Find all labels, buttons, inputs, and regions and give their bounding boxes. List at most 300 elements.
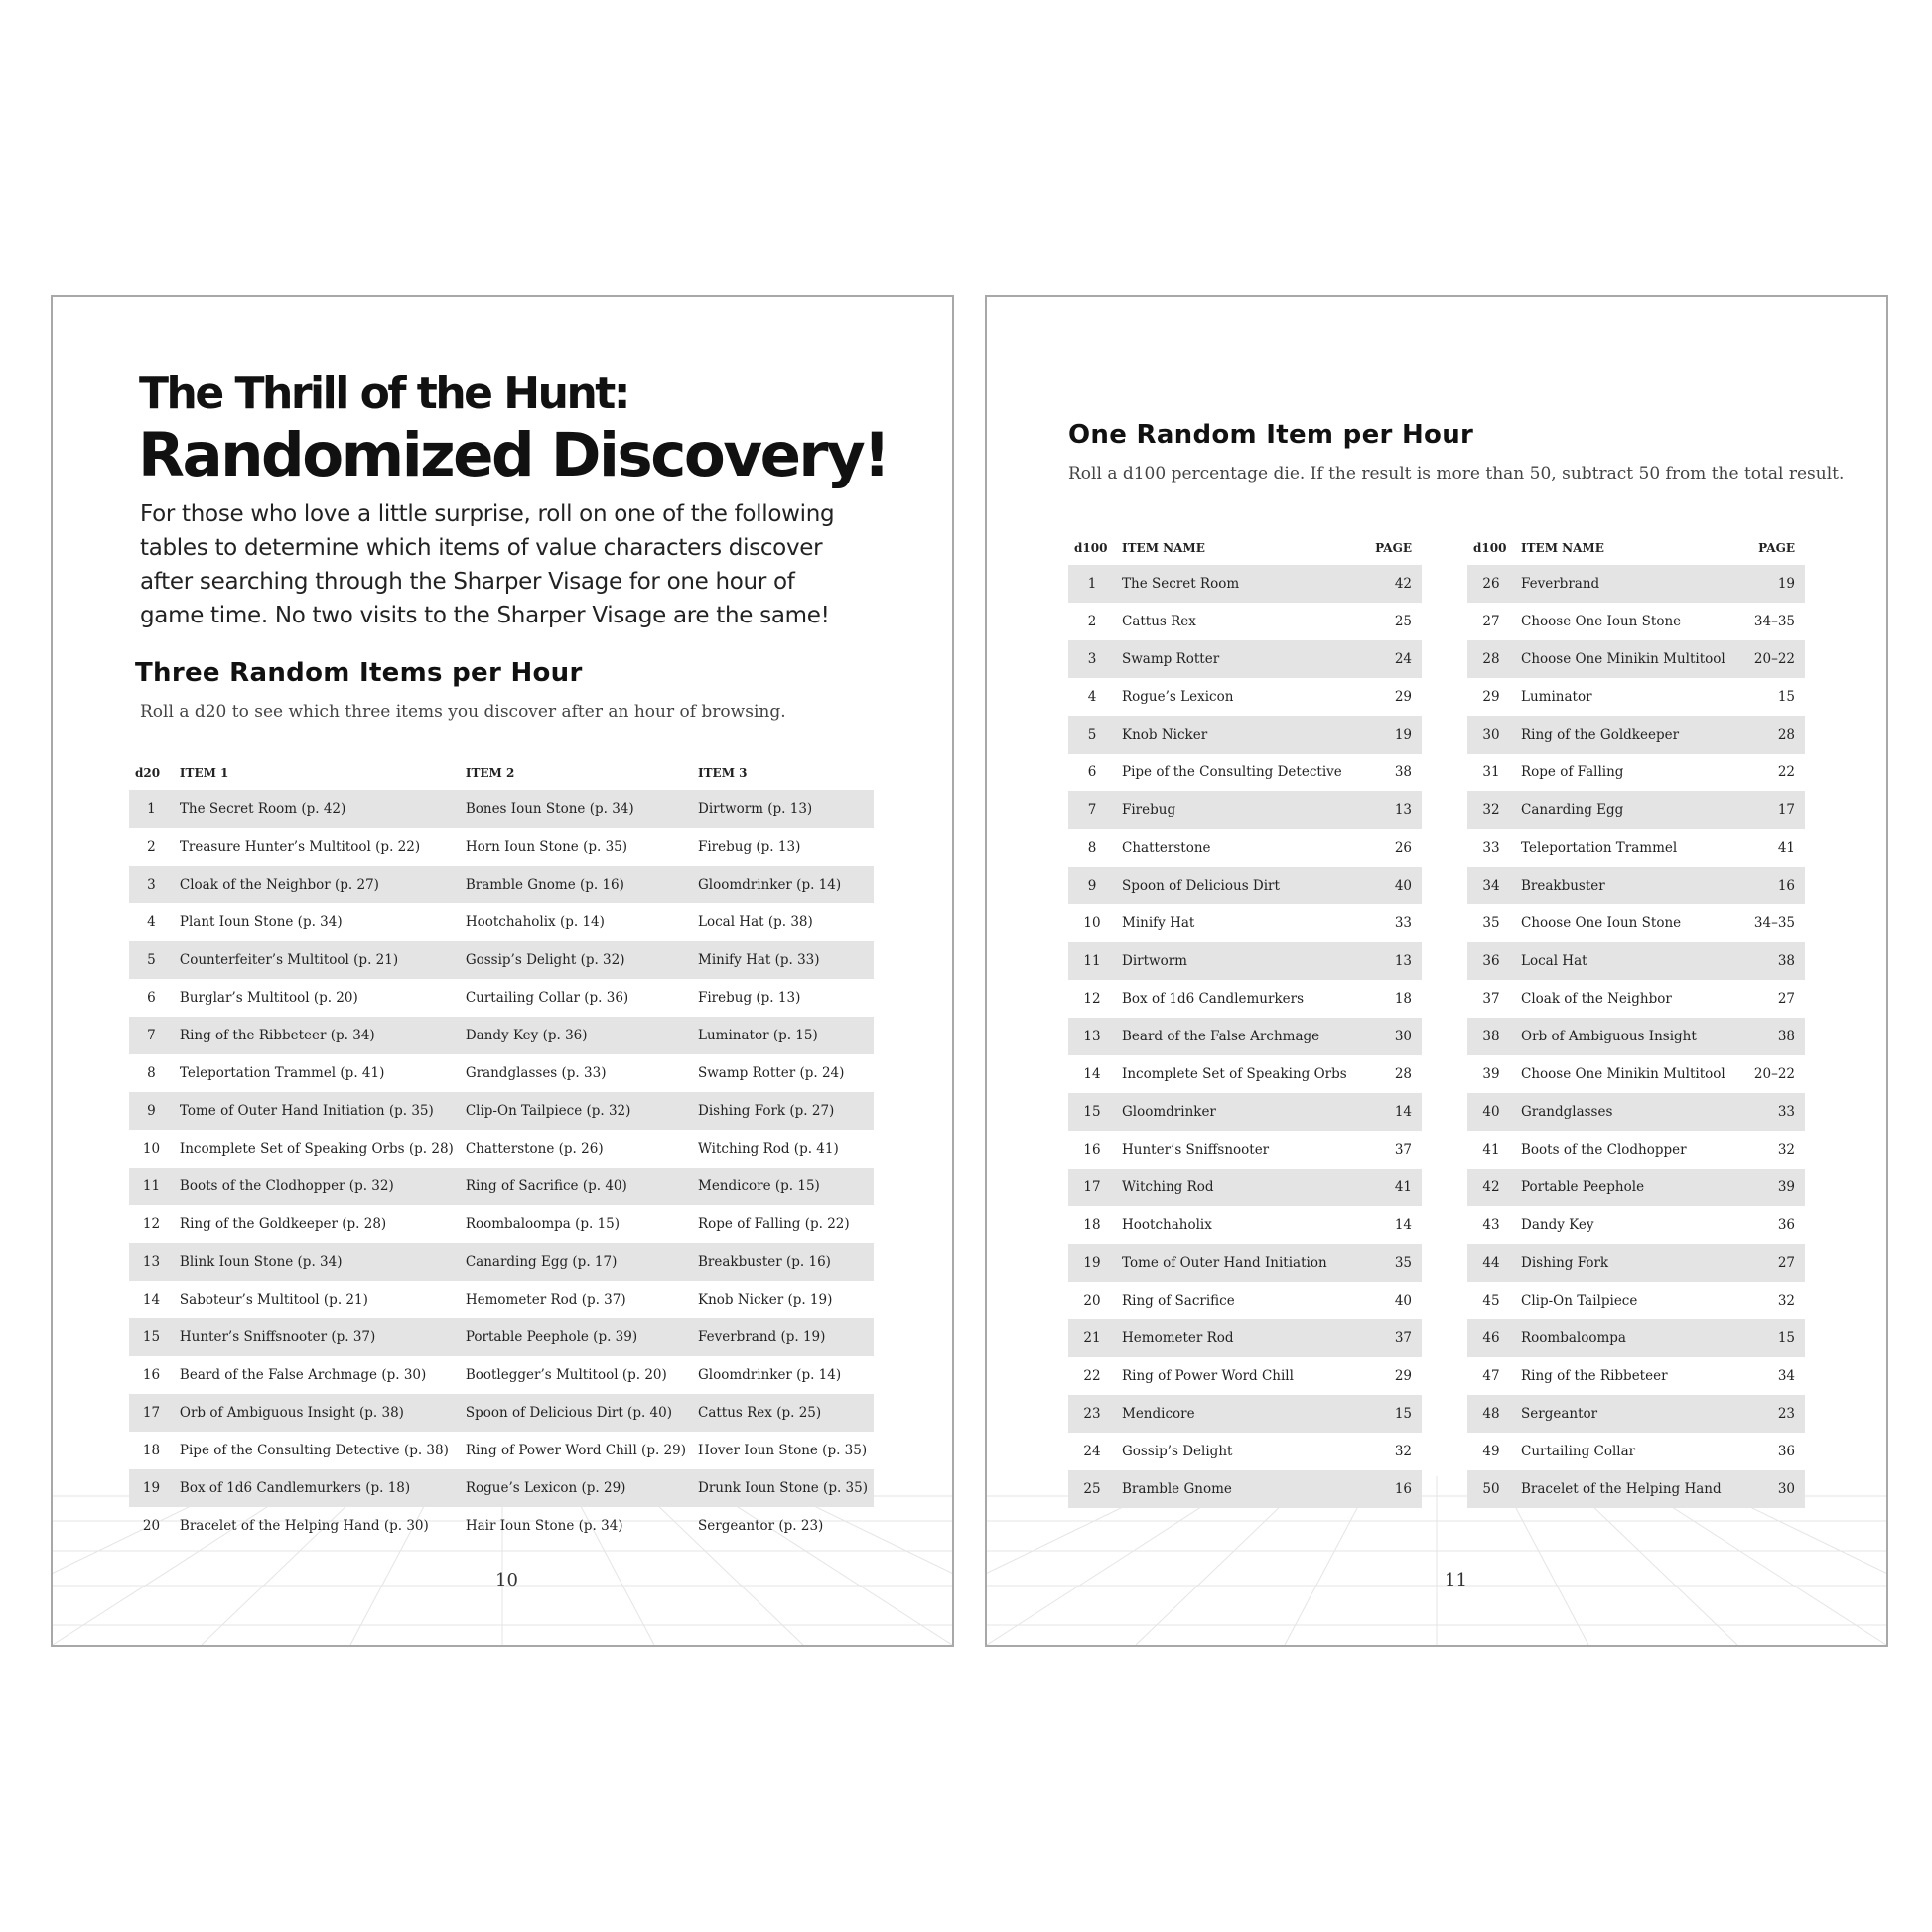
roll-cell: 49 xyxy=(1482,1444,1500,1459)
header-item1: ITEM 1 xyxy=(179,766,229,780)
item-cell: Tome of Outer Hand Initiation (p. 35) xyxy=(174,1092,460,1130)
item-cell: Clip-On Tailpiece xyxy=(1521,1293,1638,1309)
table-row xyxy=(1068,829,1422,867)
table-row xyxy=(1068,1018,1422,1055)
header-item-name: ITEM NAME xyxy=(1122,541,1205,555)
item-cell: Incomplete Set of Speaking Orbs xyxy=(1122,1066,1347,1082)
page-cell: 42 xyxy=(1366,565,1422,603)
table-row xyxy=(1068,904,1422,942)
item-cell: Dirtworm xyxy=(1116,942,1366,980)
roll-cell: 42 xyxy=(1467,1169,1515,1206)
page-title-line2: Randomized Discovery! xyxy=(138,420,889,490)
roll-cell: 8 xyxy=(147,1065,156,1081)
table-row xyxy=(129,1168,874,1205)
item-cell: Firebug xyxy=(1116,791,1366,829)
page-cell: 14 xyxy=(1366,1093,1422,1131)
item-cell: Local Hat xyxy=(1515,942,1748,980)
roll-cell: 9 xyxy=(129,1092,174,1130)
page-cell: 40 xyxy=(1394,1293,1412,1309)
one-item-table-26-50 xyxy=(1467,531,1805,1508)
table-row xyxy=(1068,1433,1422,1470)
roll-cell: 15 xyxy=(129,1318,174,1356)
roll-cell: 11 xyxy=(129,1168,174,1205)
header-item-name: ITEM NAME xyxy=(1521,541,1604,555)
item-cell: Rogue’s Lexicon (p. 29) xyxy=(460,1469,692,1507)
header-item2: ITEM 2 xyxy=(465,766,515,780)
item-cell: Dandy Key xyxy=(1521,1217,1594,1233)
table-row xyxy=(1467,640,1805,678)
roll-cell: 33 xyxy=(1482,840,1500,856)
item-cell: Ring of Power Word Chill xyxy=(1122,1368,1294,1384)
item-cell: Choose One Minikin Multitool xyxy=(1515,640,1748,678)
item-cell: Hemometer Rod xyxy=(1116,1319,1366,1357)
page-cell: 34–35 xyxy=(1753,614,1795,629)
page-cell: 15 xyxy=(1748,1319,1805,1357)
page-cell: 15 xyxy=(1366,1395,1422,1433)
table-row xyxy=(1068,942,1422,980)
page-cell: 34–35 xyxy=(1753,915,1795,931)
page-cell: 34 xyxy=(1777,1368,1795,1384)
item-cell: Ring of Power Word Chill (p. 29) xyxy=(465,1443,686,1458)
page-cell: 37 xyxy=(1366,1319,1422,1357)
table-row xyxy=(129,1092,874,1130)
item-cell: Choose One Ioun Stone xyxy=(1521,915,1682,931)
item-cell: Hemometer Rod (p. 37) xyxy=(465,1292,626,1308)
roll-cell: 21 xyxy=(1068,1319,1116,1357)
item-cell: Tome of Outer Hand Initiation xyxy=(1116,1244,1366,1282)
item-cell: Firebug (p. 13) xyxy=(698,990,801,1006)
item-cell: Swamp Rotter xyxy=(1116,640,1366,678)
roll-cell: 17 xyxy=(129,1394,174,1432)
table-row xyxy=(1068,1093,1422,1131)
table-row xyxy=(129,1469,874,1507)
item-cell: Bones Ioun Stone (p. 34) xyxy=(460,790,692,828)
item-cell: Breakbuster xyxy=(1515,867,1748,904)
page-cell: 36 xyxy=(1777,1217,1795,1233)
item-cell: The Secret Room xyxy=(1116,565,1366,603)
table-row xyxy=(1467,1282,1805,1319)
roll-cell: 16 xyxy=(142,1367,161,1383)
roll-cell: 14 xyxy=(142,1292,161,1308)
left-page xyxy=(51,295,954,1647)
table-row xyxy=(1068,980,1422,1018)
item-cell: Rope of Falling (p. 22) xyxy=(698,1216,850,1232)
table-row xyxy=(1068,640,1422,678)
item-cell: Boots of the Clodhopper xyxy=(1521,1142,1687,1158)
roll-cell: 16 xyxy=(1083,1142,1101,1158)
page-cell: 16 xyxy=(1366,1470,1422,1508)
item-cell: Chatterstone (p. 26) xyxy=(465,1141,604,1157)
roll-cell: 27 xyxy=(1482,614,1500,629)
item-cell: Swamp Rotter (p. 24) xyxy=(698,1065,845,1081)
item-cell: Bramble Gnome (p. 16) xyxy=(460,866,692,903)
item-cell: Mendicore (p. 15) xyxy=(692,1168,874,1205)
item-cell: Gloomdrinker (p. 14) xyxy=(698,1367,842,1383)
page-cell: 40 xyxy=(1366,867,1422,904)
item-cell: Saboteur’s Multitool (p. 21) xyxy=(179,1292,368,1308)
item-cell: Ring of Sacrifice (p. 40) xyxy=(460,1168,692,1205)
table-row xyxy=(1068,1319,1422,1357)
roll-cell: 26 xyxy=(1467,565,1515,603)
item-cell: Bootlegger’s Multitool (p. 20) xyxy=(465,1367,667,1383)
table-row xyxy=(129,828,874,866)
item-cell: Chatterstone xyxy=(1122,840,1211,856)
item-cell: Rogue’s Lexicon xyxy=(1122,689,1234,705)
page-cell: 22 xyxy=(1777,764,1795,780)
table-row xyxy=(1068,1206,1422,1244)
roll-cell: 4 xyxy=(1087,689,1097,705)
item-cell: Bracelet of the Helping Hand xyxy=(1515,1470,1748,1508)
table-row xyxy=(1467,942,1805,980)
table-row xyxy=(1068,1470,1422,1508)
table-row xyxy=(129,1432,874,1469)
table-row xyxy=(1068,678,1422,716)
item-cell: Canarding Egg xyxy=(1515,791,1748,829)
item-cell: Witching Rod xyxy=(1116,1169,1366,1206)
item-cell: Rope of Falling xyxy=(1521,764,1624,780)
section-subtitle-three-items: Roll a d20 to see which three items you discover after an hour of browsing. xyxy=(140,702,786,722)
section-subtitle-one-item: Roll a d100 percentage die. If the result is more than 50, subtract 50 from the total result. xyxy=(1068,464,1845,483)
item-cell: Dishing Fork xyxy=(1515,1244,1748,1282)
item-cell: Luminator (p. 15) xyxy=(692,1017,874,1054)
item-cell: Sergeantor xyxy=(1515,1395,1748,1433)
roll-cell: 24 xyxy=(1083,1444,1101,1459)
page-cell: 36 xyxy=(1777,1444,1795,1459)
page-cell: 27 xyxy=(1748,1244,1805,1282)
item-cell: Grandglasses xyxy=(1515,1093,1748,1131)
table-row xyxy=(129,1205,874,1243)
item-cell: Ring of the Goldkeeper (p. 28) xyxy=(179,1216,387,1232)
item-cell: Portable Peephole xyxy=(1515,1169,1748,1206)
table-row xyxy=(1068,565,1422,603)
header-page: PAGE xyxy=(1758,541,1795,555)
table-row xyxy=(1467,980,1805,1018)
section-heading-one-item: One Random Item per Hour xyxy=(1068,420,1474,450)
roll-cell: 19 xyxy=(1068,1244,1116,1282)
roll-cell: 46 xyxy=(1467,1319,1515,1357)
roll-cell: 8 xyxy=(1087,840,1097,856)
item-cell: Grandglasses (p. 33) xyxy=(465,1065,607,1081)
item-cell: Spoon of Delicious Dirt (p. 40) xyxy=(460,1394,692,1432)
page-cell: 18 xyxy=(1394,991,1412,1007)
item-cell: Boots of the Clodhopper (p. 32) xyxy=(174,1168,460,1205)
roll-cell: 47 xyxy=(1482,1368,1500,1384)
roll-cell: 7 xyxy=(1068,791,1116,829)
table-row xyxy=(129,1507,874,1545)
table-row xyxy=(1467,1131,1805,1169)
item-cell: Knob Nicker (p. 19) xyxy=(698,1292,833,1308)
roll-cell: 34 xyxy=(1467,867,1515,904)
item-cell: Pipe of the Consulting Detective xyxy=(1122,764,1342,780)
table-row xyxy=(1068,1357,1422,1395)
roll-cell: 12 xyxy=(1083,991,1101,1007)
page-cell: 13 xyxy=(1366,942,1422,980)
table-row xyxy=(129,1394,874,1432)
one-item-table-1-25 xyxy=(1068,531,1422,1508)
roll-cell: 23 xyxy=(1068,1395,1116,1433)
roll-cell: 6 xyxy=(1087,764,1097,780)
roll-cell: 39 xyxy=(1482,1066,1500,1082)
item-cell: Treasure Hunter’s Multitool (p. 22) xyxy=(179,839,421,855)
table-row xyxy=(1467,1169,1805,1206)
item-cell: Bracelet of the Helping Hand (p. 30) xyxy=(179,1518,429,1534)
roll-cell: 25 xyxy=(1068,1470,1116,1508)
table-row xyxy=(1467,791,1805,829)
table-row xyxy=(1467,1206,1805,1244)
table-row xyxy=(1467,565,1805,603)
roll-cell: 2 xyxy=(1087,614,1097,629)
roll-cell: 7 xyxy=(129,1017,174,1054)
item-cell: Dandy Key (p. 36) xyxy=(460,1017,692,1054)
table-row xyxy=(129,1017,874,1054)
page-cell: 41 xyxy=(1777,840,1795,856)
item-cell: Breakbuster (p. 16) xyxy=(692,1243,874,1281)
page-cell: 30 xyxy=(1366,1018,1422,1055)
table-row xyxy=(1467,867,1805,904)
page-cell: 19 xyxy=(1366,716,1422,754)
table-row xyxy=(1467,716,1805,754)
roll-cell: 20 xyxy=(1083,1293,1101,1309)
header-d100: d100 xyxy=(1074,541,1108,555)
item-cell: Dirtworm (p. 13) xyxy=(692,790,874,828)
roll-cell: 45 xyxy=(1482,1293,1500,1309)
item-cell: Burglar’s Multitool (p. 20) xyxy=(179,990,358,1006)
item-cell: Incomplete Set of Speaking Orbs (p. 28) xyxy=(179,1141,454,1157)
table-row xyxy=(1068,1395,1422,1433)
page-cell: 38 xyxy=(1748,1018,1805,1055)
item-cell: Orb of Ambiguous Insight (p. 38) xyxy=(174,1394,460,1432)
table-row xyxy=(129,1356,874,1394)
table-row xyxy=(1467,603,1805,640)
item-cell: Cloak of the Neighbor xyxy=(1521,991,1672,1007)
table-row xyxy=(1068,791,1422,829)
item-cell: Canarding Egg (p. 17) xyxy=(460,1243,692,1281)
item-cell: Beard of the False Archmage (p. 30) xyxy=(179,1367,427,1383)
item-cell: Gloomdrinker (p. 14) xyxy=(692,866,874,903)
item-cell: Hunter’s Sniffsnooter xyxy=(1122,1142,1270,1158)
table-row xyxy=(1467,829,1805,867)
table-row xyxy=(1467,678,1805,716)
table-row xyxy=(129,941,874,979)
item-cell: Cattus Rex xyxy=(1122,614,1196,629)
table-row xyxy=(129,979,874,1017)
page-cell: 25 xyxy=(1394,614,1412,629)
item-cell: Portable Peephole (p. 39) xyxy=(460,1318,692,1356)
item-cell: Minify Hat xyxy=(1122,915,1195,931)
roll-cell: 32 xyxy=(1467,791,1515,829)
header-item3: ITEM 3 xyxy=(698,766,748,780)
item-cell: Ring of Sacrifice xyxy=(1122,1293,1235,1309)
page-cell: 27 xyxy=(1777,991,1795,1007)
page-cell: 37 xyxy=(1394,1142,1412,1158)
table-row xyxy=(1467,1055,1805,1093)
intro-paragraph: For those who love a little surprise, roll on one of the following tables to determine which items of value characters discover after searching through the Sharper Visage for one hour of game time. No two visits to the Sharper Visage are the same! xyxy=(140,501,835,628)
item-cell: Gossip’s Delight xyxy=(1122,1444,1233,1459)
item-cell: Horn Ioun Stone (p. 35) xyxy=(465,839,628,855)
page-cell: 29 xyxy=(1394,1368,1412,1384)
item-cell: Feverbrand (p. 19) xyxy=(692,1318,874,1356)
item-cell: Box of 1d6 Candlemurkers xyxy=(1122,991,1305,1007)
roll-cell: 13 xyxy=(1068,1018,1116,1055)
page-cell: 32 xyxy=(1777,1142,1795,1158)
three-items-table xyxy=(129,757,874,1545)
item-cell: Mendicore xyxy=(1116,1395,1366,1433)
item-cell: Counterfeiter’s Multitool (p. 21) xyxy=(174,941,460,979)
item-cell: Hunter’s Sniffsnooter (p. 37) xyxy=(174,1318,460,1356)
page-cell: 17 xyxy=(1748,791,1805,829)
roll-cell: 30 xyxy=(1467,716,1515,754)
table-row xyxy=(1467,1319,1805,1357)
item-cell: Hootchaholix xyxy=(1122,1217,1212,1233)
item-cell: Teleportation Trammel xyxy=(1521,840,1678,856)
page-cell: 38 xyxy=(1748,942,1805,980)
one-item-table-body-b xyxy=(1467,565,1805,1508)
item-cell: Witching Rod (p. 41) xyxy=(698,1141,839,1157)
page-cell: 33 xyxy=(1748,1093,1805,1131)
item-cell: Ring of the Ribbeteer (p. 34) xyxy=(174,1017,460,1054)
roll-cell: 1 xyxy=(1068,565,1116,603)
roll-cell: 41 xyxy=(1482,1142,1500,1158)
page-cell: 33 xyxy=(1394,915,1412,931)
section-heading-three-items: Three Random Items per Hour xyxy=(135,658,583,688)
roll-cell: 13 xyxy=(129,1243,174,1281)
roll-cell: 6 xyxy=(147,990,156,1006)
page-cell: 32 xyxy=(1394,1444,1412,1459)
table-row xyxy=(1068,1131,1422,1169)
header-d20: d20 xyxy=(135,766,161,780)
table-row xyxy=(1467,754,1805,791)
table-row xyxy=(129,866,874,903)
page-number: 10 xyxy=(495,1570,518,1590)
header-page: PAGE xyxy=(1375,541,1412,555)
roll-cell: 40 xyxy=(1467,1093,1515,1131)
item-cell: Cloak of the Neighbor (p. 27) xyxy=(174,866,460,903)
item-cell: The Secret Room (p. 42) xyxy=(174,790,460,828)
item-cell: Feverbrand xyxy=(1515,565,1748,603)
table-row xyxy=(129,903,874,941)
table-row xyxy=(129,1281,874,1318)
roll-cell: 35 xyxy=(1482,915,1500,931)
roll-cell: 38 xyxy=(1467,1018,1515,1055)
roll-cell: 50 xyxy=(1467,1470,1515,1508)
item-cell: Dishing Fork (p. 27) xyxy=(692,1092,874,1130)
roll-cell: 12 xyxy=(142,1216,161,1232)
page-cell: 13 xyxy=(1366,791,1422,829)
item-cell: Hair Ioun Stone (p. 34) xyxy=(465,1518,623,1534)
roll-cell: 5 xyxy=(1068,716,1116,754)
item-cell: Clip-On Tailpiece (p. 32) xyxy=(460,1092,692,1130)
header-d100: d100 xyxy=(1473,541,1507,555)
table-header-row xyxy=(129,757,874,790)
item-cell: Sergeantor (p. 23) xyxy=(698,1518,824,1534)
item-cell: Bramble Gnome xyxy=(1116,1470,1366,1508)
roll-cell: 43 xyxy=(1482,1217,1500,1233)
page-cell: 15 xyxy=(1777,689,1795,705)
roll-cell: 10 xyxy=(1083,915,1101,931)
page-cell: 19 xyxy=(1748,565,1805,603)
page-cell: 35 xyxy=(1366,1244,1422,1282)
roll-cell: 36 xyxy=(1467,942,1515,980)
table-row xyxy=(1068,603,1422,640)
item-cell: Hootchaholix (p. 14) xyxy=(465,914,605,930)
item-cell: Gossip’s Delight (p. 32) xyxy=(460,941,692,979)
right-page xyxy=(985,295,1888,1647)
item-cell: Minify Hat (p. 33) xyxy=(692,941,874,979)
roll-cell: 14 xyxy=(1083,1066,1101,1082)
table-row xyxy=(1068,867,1422,904)
item-cell: Luminator xyxy=(1521,689,1592,705)
table-row xyxy=(1467,904,1805,942)
page-cell: 24 xyxy=(1366,640,1422,678)
item-cell: Drunk Ioun Stone (p. 35) xyxy=(692,1469,874,1507)
roll-cell: 48 xyxy=(1467,1395,1515,1433)
item-cell: Ring of the Goldkeeper xyxy=(1515,716,1748,754)
item-cell: Pipe of the Consulting Detective (p. 38) xyxy=(179,1443,449,1458)
page-cell: 29 xyxy=(1394,689,1412,705)
roll-cell: 4 xyxy=(147,914,156,930)
roll-cell: 44 xyxy=(1467,1244,1515,1282)
item-cell: Spoon of Delicious Dirt xyxy=(1116,867,1366,904)
roll-cell: 5 xyxy=(129,941,174,979)
roll-cell: 15 xyxy=(1068,1093,1116,1131)
table-row xyxy=(1068,1282,1422,1319)
table-row xyxy=(129,1318,874,1356)
table-row xyxy=(1068,1169,1422,1206)
roll-cell: 1 xyxy=(129,790,174,828)
page-cell: 26 xyxy=(1394,840,1412,856)
item-cell: Curtailing Collar (p. 36) xyxy=(465,990,629,1006)
page-cell: 16 xyxy=(1748,867,1805,904)
table-row xyxy=(1467,1470,1805,1508)
item-cell: Blink Ioun Stone (p. 34) xyxy=(174,1243,460,1281)
table-row xyxy=(1467,1433,1805,1470)
item-cell: Local Hat (p. 38) xyxy=(698,914,813,930)
table-row xyxy=(1467,1244,1805,1282)
page-cell: 30 xyxy=(1748,1470,1805,1508)
item-cell: Choose One Ioun Stone xyxy=(1521,614,1682,629)
roll-cell: 2 xyxy=(147,839,156,855)
page-cell: 28 xyxy=(1748,716,1805,754)
item-cell: Hover Ioun Stone (p. 35) xyxy=(698,1443,868,1458)
table-row xyxy=(1467,1357,1805,1395)
table-row xyxy=(1467,1018,1805,1055)
roll-cell: 37 xyxy=(1482,991,1500,1007)
page-cell: 20–22 xyxy=(1748,640,1805,678)
table-row xyxy=(1467,1395,1805,1433)
table-header-row xyxy=(1068,531,1422,565)
item-cell: Knob Nicker xyxy=(1116,716,1366,754)
page-cell: 20–22 xyxy=(1753,1066,1795,1082)
page-cell: 23 xyxy=(1748,1395,1805,1433)
roll-cell: 31 xyxy=(1482,764,1500,780)
roll-cell: 10 xyxy=(142,1141,161,1157)
table-row xyxy=(129,790,874,828)
roll-cell: 18 xyxy=(1083,1217,1101,1233)
one-item-table-body-a xyxy=(1068,565,1422,1508)
item-cell: Orb of Ambiguous Insight xyxy=(1515,1018,1748,1055)
roll-cell: 29 xyxy=(1482,689,1500,705)
item-cell: Choose One Minikin Multitool xyxy=(1521,1066,1725,1082)
roll-cell: 28 xyxy=(1467,640,1515,678)
table-row xyxy=(1068,1244,1422,1282)
item-cell: Curtailing Collar xyxy=(1521,1444,1636,1459)
roll-cell: 9 xyxy=(1068,867,1116,904)
table-row xyxy=(1467,1093,1805,1131)
page-cell: 39 xyxy=(1748,1169,1805,1206)
item-cell: Firebug (p. 13) xyxy=(698,839,801,855)
page-number: 11 xyxy=(1445,1570,1467,1590)
table-row xyxy=(129,1054,874,1092)
